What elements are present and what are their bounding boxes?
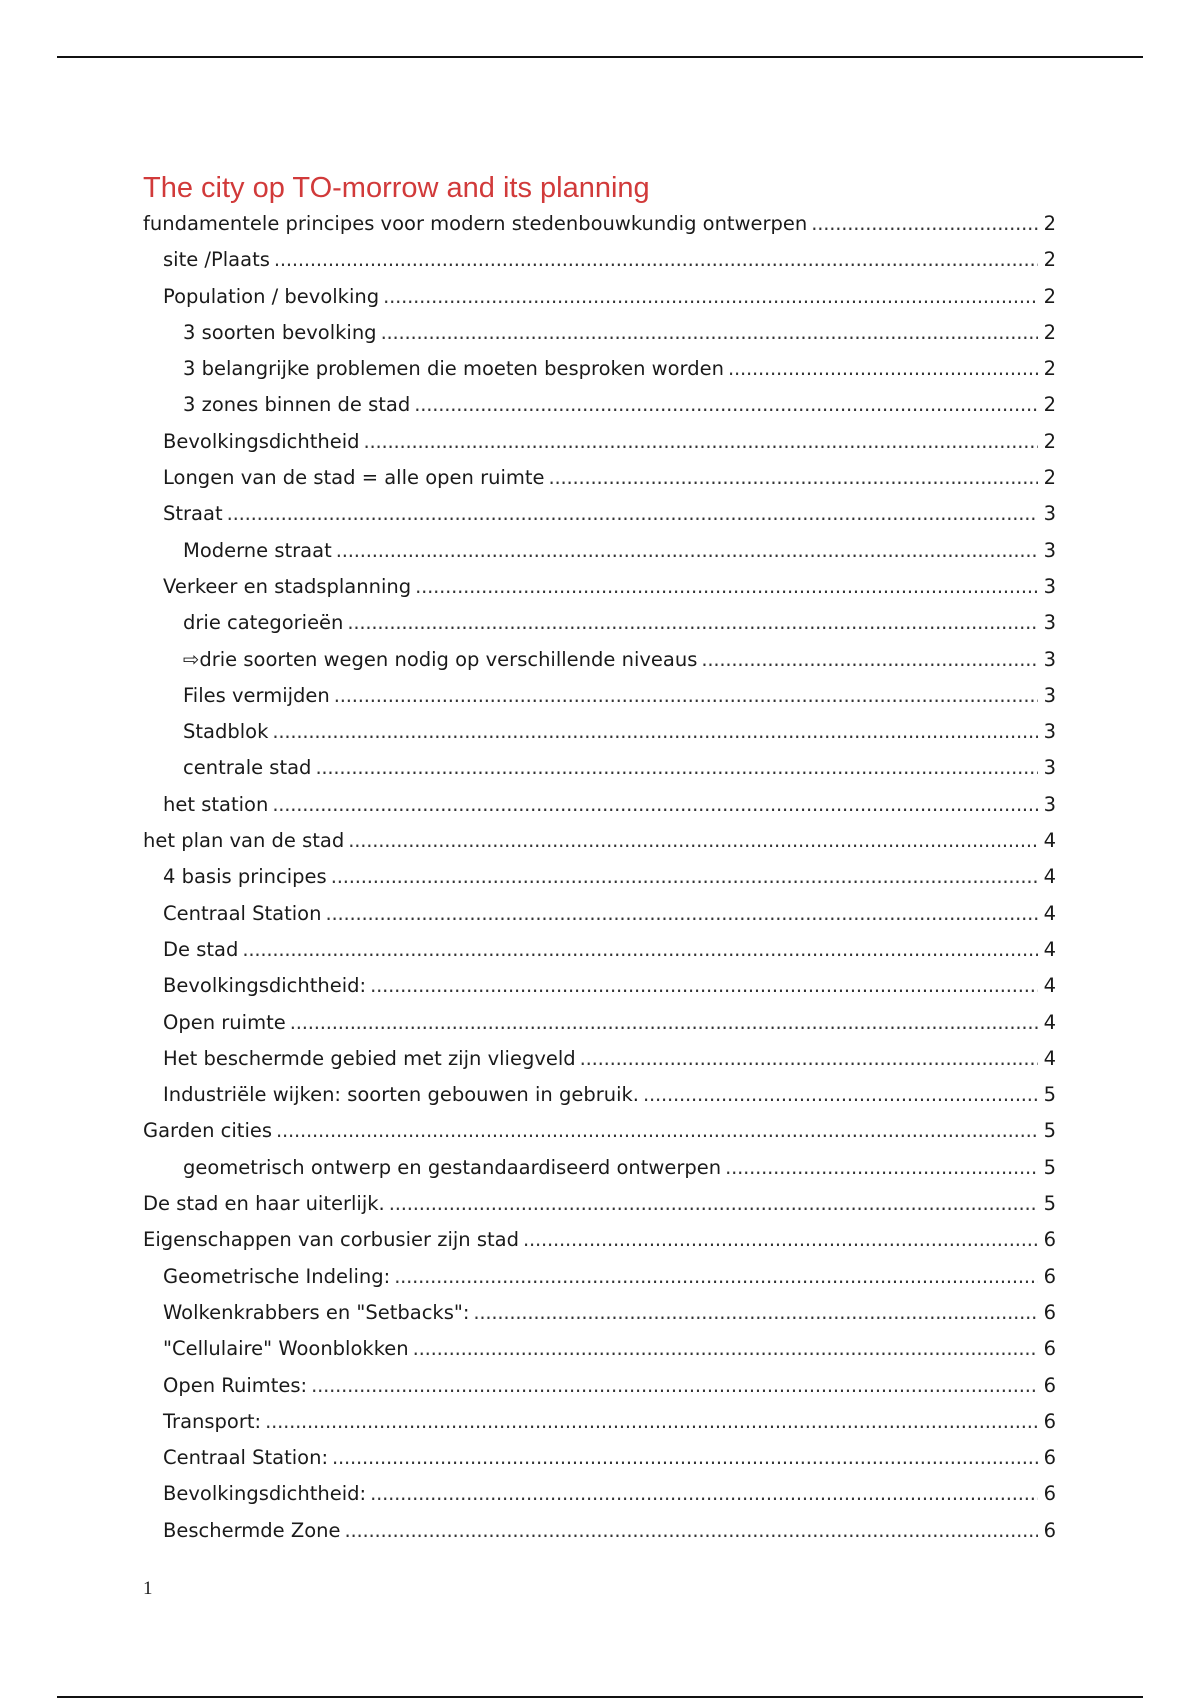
toc-entry[interactable] xyxy=(143,387,1056,423)
toc-entry-label: Centraal Station: xyxy=(163,1446,329,1470)
toc-entry[interactable] xyxy=(143,1150,1056,1186)
toc-entry[interactable] xyxy=(143,1077,1056,1113)
toc-entry-page: 2 xyxy=(1043,248,1056,272)
dot-leader xyxy=(315,750,1037,786)
toc-entry[interactable] xyxy=(143,1113,1056,1149)
toc-entry[interactable] xyxy=(143,206,1056,242)
toc-entry-page: 3 xyxy=(1043,502,1056,526)
toc-entry[interactable] xyxy=(143,1186,1056,1222)
toc-entry-label: drie categorieën xyxy=(183,611,344,635)
dot-leader xyxy=(227,496,1038,532)
toc-entry-label: 3 belangrijke problemen die moeten besproken worden xyxy=(183,357,724,381)
dot-leader xyxy=(332,1440,1038,1476)
toc-entry[interactable] xyxy=(143,1295,1056,1331)
dot-leader xyxy=(272,787,1037,823)
toc-entry[interactable] xyxy=(143,787,1056,823)
toc-entry-label: Longen van de stad = alle open ruimte xyxy=(163,466,545,490)
toc-entry[interactable] xyxy=(143,1513,1056,1549)
toc-entry-page: 4 xyxy=(1043,901,1056,925)
toc-entry-page: 4 xyxy=(1043,829,1056,853)
toc-entry-page: 5 xyxy=(1043,1192,1056,1216)
toc-entry[interactable] xyxy=(143,932,1056,968)
toc-entry[interactable] xyxy=(143,896,1056,932)
toc-title: The city op TO-morrow and its planning xyxy=(143,172,650,204)
toc-entry-label: Population / bevolking xyxy=(163,284,380,308)
dot-leader xyxy=(523,1222,1038,1258)
toc-entry-label: Straat xyxy=(163,502,223,526)
toc-entry[interactable] xyxy=(143,424,1056,460)
toc-entry[interactable] xyxy=(143,714,1056,750)
toc-entry[interactable] xyxy=(143,1259,1056,1295)
toc-entry-page: 2 xyxy=(1043,212,1056,235)
toc-entry-label: Bevolkingsdichtheid xyxy=(163,429,360,453)
toc-entry-page: 5 xyxy=(1043,1155,1056,1179)
toc-entry-page: 4 xyxy=(1043,937,1056,961)
toc-entry-label: Verkeer en stadsplanning xyxy=(163,574,412,598)
dot-leader xyxy=(276,1113,1038,1149)
dot-leader xyxy=(364,424,1038,460)
toc-entry[interactable] xyxy=(143,968,1056,1004)
toc-entry-label: Wolkenkrabbers en "Setbacks": xyxy=(163,1300,470,1324)
toc-entry-page: 6 xyxy=(1043,1482,1056,1506)
toc-entry-page: 3 xyxy=(1043,720,1056,744)
toc-entry[interactable] xyxy=(143,1331,1056,1367)
table-of-contents xyxy=(143,206,1056,1549)
toc-entry[interactable] xyxy=(143,605,1056,641)
dot-leader xyxy=(725,1150,1037,1186)
toc-entry[interactable] xyxy=(143,569,1056,605)
dot-leader xyxy=(549,460,1038,496)
dot-leader xyxy=(345,1513,1038,1549)
toc-entry[interactable] xyxy=(143,1476,1056,1512)
dot-leader xyxy=(311,1368,1037,1404)
toc-entry-page: 6 xyxy=(1043,1373,1056,1397)
dot-leader xyxy=(414,387,1037,423)
toc-entry-label: drie soorten wegen nodig op verschillende niveaus xyxy=(199,647,698,671)
dot-leader xyxy=(242,932,1037,968)
toc-entry-label: Beschermde Zone xyxy=(163,1518,341,1542)
header-rule xyxy=(57,56,1143,58)
toc-entry-page: 6 xyxy=(1043,1228,1056,1252)
toc-entry-page: 2 xyxy=(1043,320,1056,344)
toc-entry-label: centrale stad xyxy=(183,756,312,780)
dot-leader xyxy=(389,1186,1038,1222)
dot-leader xyxy=(580,1041,1038,1077)
toc-entry-label: Bevolkingsdichtheid: xyxy=(163,1482,367,1506)
toc-entry-label: De stad xyxy=(163,937,239,961)
toc-entry-label: geometrisch ontwerp en gestandaardiseerd ontwerpen xyxy=(183,1155,722,1179)
toc-entry[interactable] xyxy=(143,678,1056,714)
dot-leader xyxy=(370,968,1037,1004)
toc-entry[interactable] xyxy=(143,1041,1056,1077)
toc-entry-page: 2 xyxy=(1043,393,1056,417)
dot-leader xyxy=(413,1331,1038,1367)
toc-entry-page: 3 xyxy=(1043,647,1056,671)
dot-leader xyxy=(643,1077,1038,1113)
toc-entry-page: 6 xyxy=(1043,1409,1056,1433)
dot-leader xyxy=(325,896,1037,932)
toc-entry-label: Bevolkingsdichtheid: xyxy=(163,974,367,998)
toc-entry-label: De stad en haar uiterlijk. xyxy=(143,1192,385,1216)
toc-entry[interactable] xyxy=(143,1005,1056,1041)
page-number: 1 xyxy=(143,1578,153,1599)
toc-entry[interactable] xyxy=(143,642,1056,678)
toc-entry-page: 5 xyxy=(1043,1119,1056,1143)
dot-leader xyxy=(274,242,1038,278)
arrow-icon: ⇨ xyxy=(183,647,200,671)
toc-entry[interactable] xyxy=(143,460,1056,496)
dot-leader xyxy=(290,1005,1038,1041)
toc-entry-page: 2 xyxy=(1043,429,1056,453)
toc-entry[interactable] xyxy=(143,242,1056,278)
toc-entry-label: 3 zones binnen de stad xyxy=(183,393,411,417)
toc-entry-label: Garden cities xyxy=(143,1119,273,1143)
dot-leader xyxy=(348,823,1037,859)
toc-entry[interactable] xyxy=(143,823,1056,859)
toc-entry-page: 2 xyxy=(1043,357,1056,381)
toc-entry-page: 4 xyxy=(1043,974,1056,998)
toc-entry-label: Industriële wijken: soorten gebouwen in gebruik. xyxy=(163,1083,639,1107)
toc-entry-label: Moderne straat xyxy=(183,538,332,562)
toc-entry-label: 4 basis principes xyxy=(163,865,327,889)
toc-entry-page: 3 xyxy=(1043,756,1056,780)
toc-entry[interactable] xyxy=(143,496,1056,532)
toc-entry[interactable] xyxy=(143,1368,1056,1404)
toc-entry-page: 3 xyxy=(1043,683,1056,707)
toc-entry-label: Open ruimte xyxy=(163,1010,286,1034)
toc-entry-label: Files vermijden xyxy=(183,683,330,707)
toc-entry-page: 6 xyxy=(1043,1518,1056,1542)
toc-entry-label: "Cellulaire" Woonblokken xyxy=(163,1337,409,1361)
toc-entry[interactable] xyxy=(143,1222,1056,1258)
dot-leader xyxy=(265,1404,1038,1440)
toc-entry-label: Centraal Station xyxy=(163,901,322,925)
toc-entry-page: 4 xyxy=(1043,1046,1056,1070)
toc-entry-label: Stadblok xyxy=(183,720,269,744)
toc-entry-label: het station xyxy=(163,792,269,816)
dot-leader xyxy=(383,279,1037,315)
dot-leader xyxy=(331,859,1038,895)
toc-entry-label: Eigenschappen van corbusier zijn stad xyxy=(143,1228,519,1252)
dot-leader xyxy=(272,714,1037,750)
toc-entry[interactable] xyxy=(143,750,1056,786)
toc-entry[interactable] xyxy=(143,1440,1056,1476)
toc-entry-page: 3 xyxy=(1043,574,1056,598)
toc-entry-page: 6 xyxy=(1043,1446,1056,1470)
dot-leader xyxy=(370,1476,1037,1512)
dot-leader xyxy=(394,1259,1037,1295)
toc-entry-page: 3 xyxy=(1043,792,1056,816)
toc-entry-label: het plan van de stad xyxy=(143,829,345,853)
dot-leader xyxy=(336,533,1038,569)
dot-leader xyxy=(811,206,1037,242)
toc-entry-page: 5 xyxy=(1043,1083,1056,1107)
toc-entry-label: Open Ruimtes: xyxy=(163,1373,308,1397)
toc-entry[interactable] xyxy=(143,351,1056,387)
toc-entry[interactable] xyxy=(143,859,1056,895)
toc-entry-page: 6 xyxy=(1043,1337,1056,1361)
dot-leader xyxy=(381,315,1038,351)
footer-rule xyxy=(57,1696,1143,1698)
toc-entry-page: 2 xyxy=(1043,466,1056,490)
toc-entry-page: 2 xyxy=(1043,284,1056,308)
dot-leader xyxy=(473,1295,1037,1331)
toc-entry[interactable] xyxy=(143,533,1056,569)
toc-entry-page: 6 xyxy=(1043,1300,1056,1324)
toc-entry-page: 3 xyxy=(1043,611,1056,635)
dot-leader xyxy=(415,569,1037,605)
toc-entry-label: Het beschermde gebied met zijn vliegveld xyxy=(163,1046,576,1070)
toc-entry[interactable] xyxy=(143,1404,1056,1440)
dot-leader xyxy=(701,642,1037,678)
toc-entry-page: 4 xyxy=(1043,865,1056,889)
toc-entry-label: fundamentele principes voor modern stedenbouwkundig ontwerpen xyxy=(143,212,808,235)
toc-entry-label: Transport: xyxy=(163,1409,262,1433)
toc-entry-page: 3 xyxy=(1043,538,1056,562)
toc-entry-label: Geometrische Indeling: xyxy=(163,1264,391,1288)
toc-entry-page: 6 xyxy=(1043,1264,1056,1288)
toc-entry-label: site /Plaats xyxy=(163,248,270,272)
toc-entry-label: 3 soorten bevolking xyxy=(183,320,377,344)
dot-leader xyxy=(728,351,1038,387)
dot-leader xyxy=(347,605,1037,641)
toc-entry[interactable] xyxy=(143,315,1056,351)
dot-leader xyxy=(334,678,1038,714)
toc-entry-page: 4 xyxy=(1043,1010,1056,1034)
toc-entry[interactable] xyxy=(143,279,1056,315)
